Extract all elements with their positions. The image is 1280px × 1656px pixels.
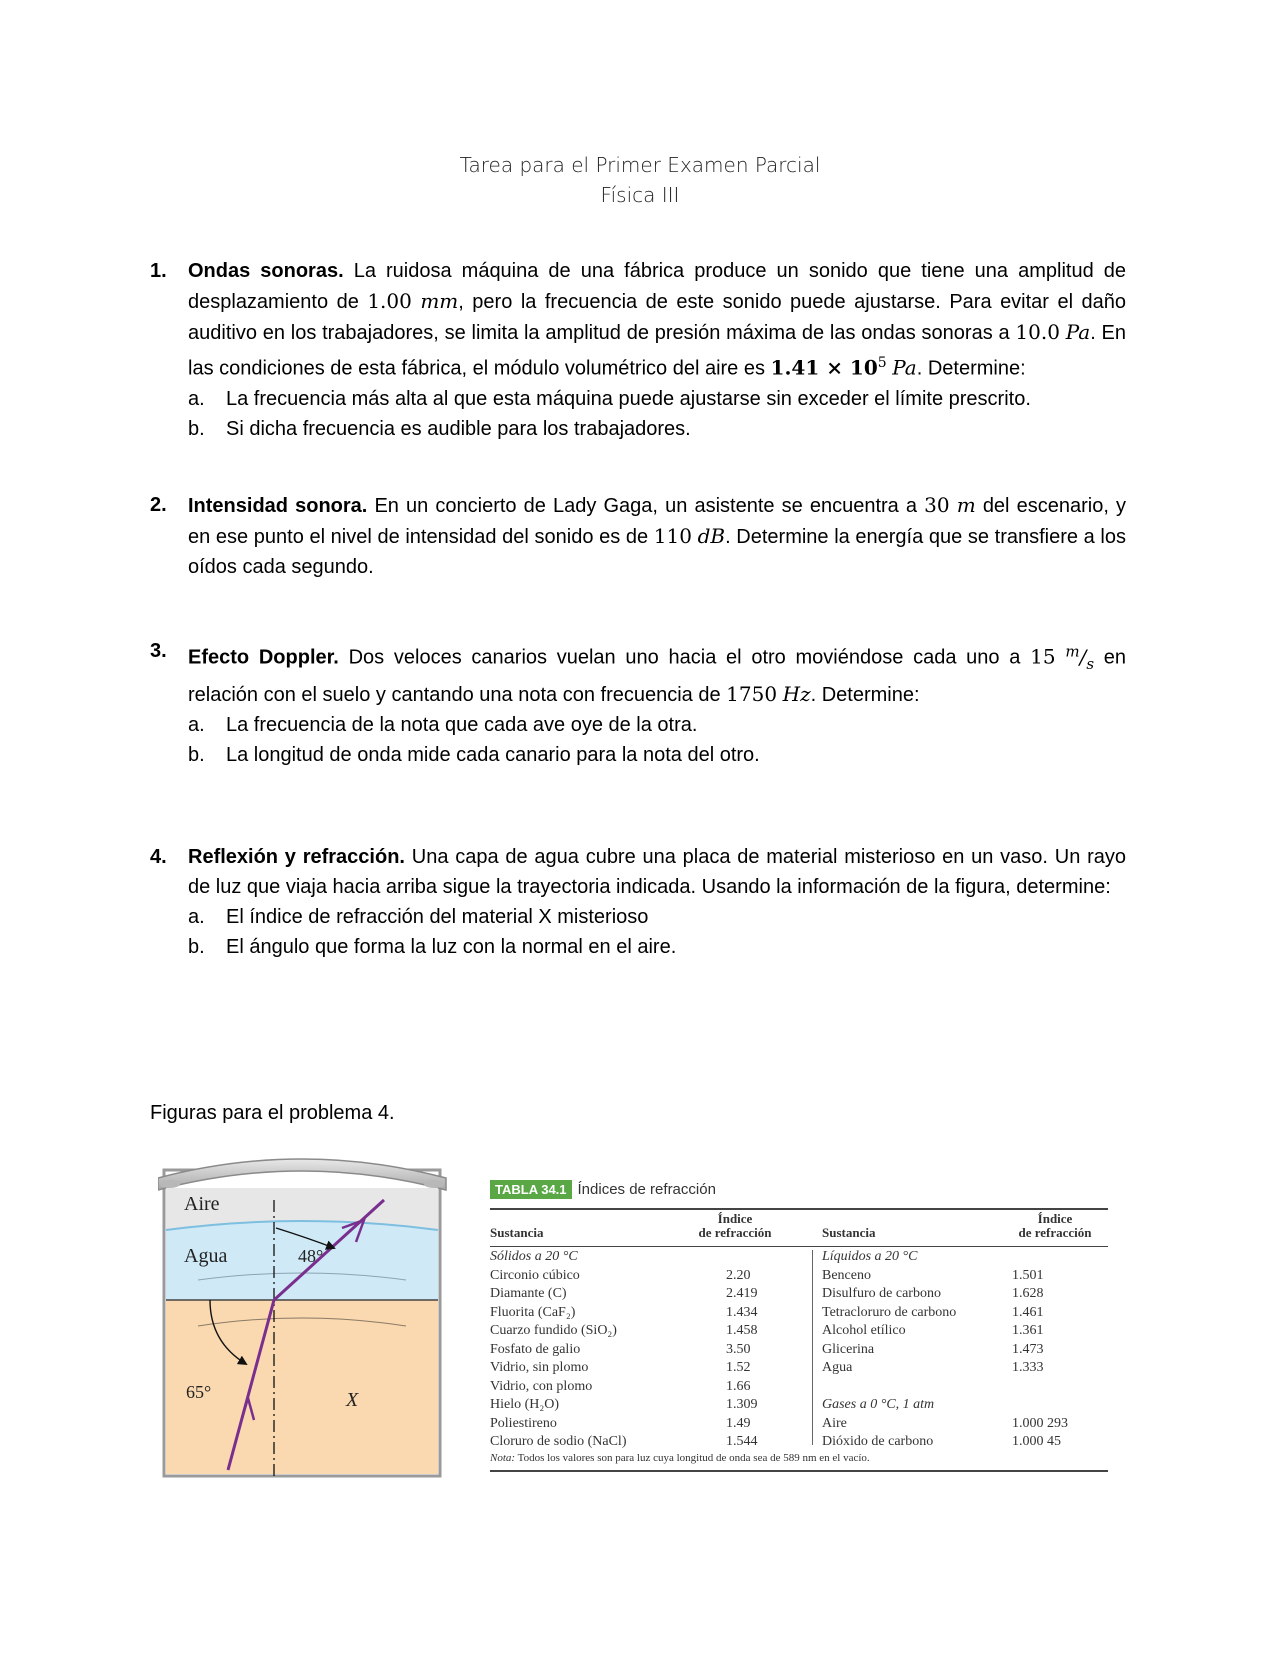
right-column-values: [1012, 1248, 1108, 1452]
spacer-row: [726, 1248, 806, 1267]
header-index-line1: Índice: [1037, 1211, 1073, 1226]
table-row: Vidrio, con plomo: [490, 1378, 593, 1394]
math-unit: Pa: [1065, 320, 1091, 344]
table-column-divider: [812, 1250, 813, 1445]
problem-body: [188, 256, 1126, 384]
refraction-diagram: [158, 1150, 464, 1482]
item-text: La frecuencia más alta al que esta máquina puede ajustarse sin exceder el límite prescrito.: [226, 387, 1031, 410]
table-row: Agua: [822, 1360, 853, 1375]
table-badge: TABLA 34.1: [490, 1180, 572, 1199]
table-row: Alcohol etílico: [822, 1323, 906, 1338]
item-letter: b.: [188, 936, 205, 958]
table-cell-value: 1.309: [726, 1397, 758, 1412]
refraction-index-table: [490, 1170, 1112, 1480]
unit-denominator: s: [1086, 654, 1095, 673]
math-unit: dB: [697, 524, 726, 548]
table-bottom-rule: [490, 1470, 1108, 1472]
problem-number: 2.: [150, 494, 167, 516]
problem-text: En un concierto de Lady Gaga, un asistente se encuentra a: [367, 495, 925, 517]
problem-body: [188, 636, 1126, 710]
table-title: [490, 1180, 716, 1202]
header-index-line2: de refracción: [698, 1225, 772, 1240]
header-index-right: [1010, 1212, 1100, 1240]
math-unit: m: [956, 493, 976, 517]
table-cell-value: 1.49: [726, 1415, 751, 1431]
table-cell-value: 1.473: [1012, 1341, 1044, 1357]
table-row: Fosfato de galio: [490, 1341, 581, 1357]
note-text: Todos los valores son para luz cuya longitud de onda sea de 589 nm en el vacío.: [515, 1452, 870, 1464]
header-substance-right: Sustancia: [822, 1225, 876, 1240]
problem-title: Intensidad sonora.: [188, 495, 368, 517]
group-label: Líquidos a 20 °C: [822, 1249, 918, 1264]
table-cell-value: 1.000 293: [1012, 1415, 1068, 1431]
table-row: Poliestireno: [490, 1415, 557, 1431]
table-name: Índices de refracción: [577, 1181, 716, 1198]
table-cell-value: 1.333: [1012, 1360, 1044, 1375]
table-cell-value: 3.50: [726, 1341, 751, 1357]
math-unit: Pa: [892, 355, 917, 380]
math-value: 15: [1030, 644, 1056, 669]
table-row: Cuarzo fundido (SiO₂): [490, 1323, 617, 1338]
table-cell-value: 1.434: [726, 1304, 758, 1320]
problem-body: [188, 490, 1126, 582]
item-text: La frecuencia de la nota que cada ave oye de la otra.: [226, 713, 698, 736]
item-letter: b.: [188, 417, 205, 440]
problem-number: 3.: [150, 640, 167, 662]
item-text: El índice de refracción del material X misterioso: [226, 906, 649, 928]
rim-left-lip: [160, 1180, 180, 1188]
math-fraction-unit: $^m/_s$: [1065, 642, 1095, 673]
group-label: Sólidos a 20 °C: [490, 1249, 578, 1264]
item-letter: a.: [188, 387, 205, 410]
label-air: Aire: [184, 1193, 220, 1215]
problem-number: 4.: [150, 846, 167, 868]
table-header-rule: [490, 1246, 1108, 1247]
spacer-row: [1012, 1396, 1108, 1415]
table-row: Glicerina: [822, 1341, 875, 1357]
table-row: Fluorita (CaF₂): [490, 1304, 576, 1320]
table-row: Dióxido de carbono: [822, 1434, 934, 1449]
item-text: La longitud de onda mide cada canario para la nota del otro.: [226, 743, 760, 766]
list-item: [188, 740, 1126, 770]
problem-title: Ondas sonoras.: [188, 260, 344, 282]
table-row: Benceno: [822, 1267, 871, 1283]
header-substance-left: Sustancia: [490, 1225, 544, 1240]
spacer-row: [1012, 1248, 1108, 1267]
header-index-line2: de refracción: [1018, 1225, 1092, 1240]
unit-numerator: m: [1065, 642, 1080, 660]
table-row: Tetracloruro de carbono: [822, 1304, 957, 1320]
table-row: Aire: [822, 1415, 847, 1431]
math-exponent: 5: [877, 355, 887, 371]
problem-title: Reflexión y refracción.: [188, 846, 405, 868]
header-index-line1: Índice: [717, 1211, 753, 1226]
problem-body: [188, 842, 1126, 902]
table-cell-value: 2.419: [726, 1286, 758, 1301]
table-row: Vidrio, sin plomo: [490, 1360, 589, 1375]
label-water: Agua: [184, 1245, 228, 1267]
item-text: Si dicha frecuencia es audible para los trabajadores.: [226, 417, 691, 440]
page-header: [0, 150, 1280, 210]
label-material-x: X: [346, 1389, 359, 1411]
left-column-values: [726, 1248, 806, 1452]
problem-text: en relación con el suelo y cantando una nota con frecuencia de: [188, 646, 1126, 706]
table-row: Diamante (C): [490, 1286, 567, 1301]
refraction-figure: [158, 1150, 464, 1482]
table-cell-value: 1.000 45: [1012, 1434, 1061, 1449]
item-text: El ángulo que forma la luz con la normal en el aire.: [226, 936, 677, 958]
page-subtitle: Física III: [600, 183, 680, 207]
math-value: 1.41 × 10: [770, 355, 878, 380]
list-item: [188, 902, 1126, 932]
item-letter: a.: [188, 713, 205, 736]
table-row: Circonio cúbico: [490, 1267, 580, 1283]
table-note: [490, 1452, 870, 1464]
problem-3: [150, 636, 1126, 770]
table-cell-value: 1.628: [1012, 1286, 1044, 1301]
math-value: 10.0: [1015, 320, 1060, 344]
table-row: Cloruro de sodio (NaCl): [490, 1434, 627, 1449]
header-index-left: [690, 1212, 780, 1240]
problem-number: 1.: [150, 260, 167, 282]
problem-title: Efecto Doppler.: [188, 646, 339, 669]
problem-text: . Determine:: [810, 683, 920, 706]
problem-text: Una capa de agua cubre una placa de material misterioso en un vaso. Un rayo de luz que viaja hacia arriba sigue la trayectoria indicada. Usando la información de la figura, determine:: [188, 846, 1126, 898]
label-angle-water: 48°: [298, 1246, 324, 1266]
table-cell-value: 1.66: [726, 1378, 751, 1394]
problem-text: . Determine la energía que se transfiere a los oídos cada segundo.: [188, 526, 1127, 578]
math-value: 1750: [726, 681, 778, 706]
spacer-row: [1012, 1378, 1108, 1397]
list-item: [188, 384, 1126, 414]
problem-text: Dos veloces canarios vuelan uno hacia el otro moviéndose cada uno a: [338, 646, 1031, 669]
math-value: 30: [924, 493, 950, 517]
problem-text: del escenario, y en ese punto el nivel de intensidad del sonido es de: [188, 495, 1127, 548]
page-title: Tarea para el Primer Examen Parcial: [459, 153, 821, 177]
problem-text: . Determine:: [916, 357, 1026, 380]
rim-right-lip: [424, 1180, 444, 1188]
item-letter: b.: [188, 743, 205, 766]
problem-1: [150, 256, 1126, 444]
table-cell-value: 1.361: [1012, 1323, 1044, 1338]
problem-text: , pero la frecuencia de este sonido puede ajustarse. Para evitar el daño auditivo en los trabajadores, se limita la amplitud de presión máxima de las ondas sonoras a: [188, 291, 1126, 344]
problem-2: [150, 490, 1126, 582]
problem-text: . En las condiciones de esta fábrica, el módulo volumétrico del aire es: [188, 322, 1127, 380]
group-label: Gases a 0 °C, 1 atm: [822, 1397, 935, 1412]
glass-rim: [158, 1159, 446, 1190]
math-value: 1.00: [367, 289, 412, 313]
table-cell-value: 2.20: [726, 1267, 751, 1283]
item-letter: a.: [188, 906, 205, 928]
list-item: [188, 710, 1126, 740]
table-cell-value: 1.52: [726, 1360, 751, 1375]
figure-caption: Figuras para el problema 4.: [150, 1102, 395, 1124]
table-cell-value: 1.458: [726, 1323, 758, 1338]
list-item: [188, 932, 1126, 962]
list-item: [188, 414, 1126, 444]
table-cell-value: 1.501: [1012, 1267, 1044, 1283]
math-unit: Hz: [782, 681, 811, 706]
table-row: Hielo (H₂O): [490, 1397, 560, 1412]
table-cell-value: 1.461: [1012, 1304, 1044, 1320]
label-angle-material: 65°: [186, 1382, 212, 1402]
table-top-rule: [490, 1208, 1108, 1210]
problem-4: [150, 842, 1126, 962]
math-value: 110: [653, 524, 692, 548]
problem-text: La ruidosa máquina de una fábrica produce un sonido que tiene una amplitud de desplazamiento de: [188, 260, 1127, 313]
table-row: Disulfuro de carbono: [822, 1286, 941, 1301]
note-label: Nota:: [490, 1452, 516, 1464]
table-cell-value: 1.544: [726, 1434, 758, 1449]
math-unit: mm: [420, 289, 459, 313]
